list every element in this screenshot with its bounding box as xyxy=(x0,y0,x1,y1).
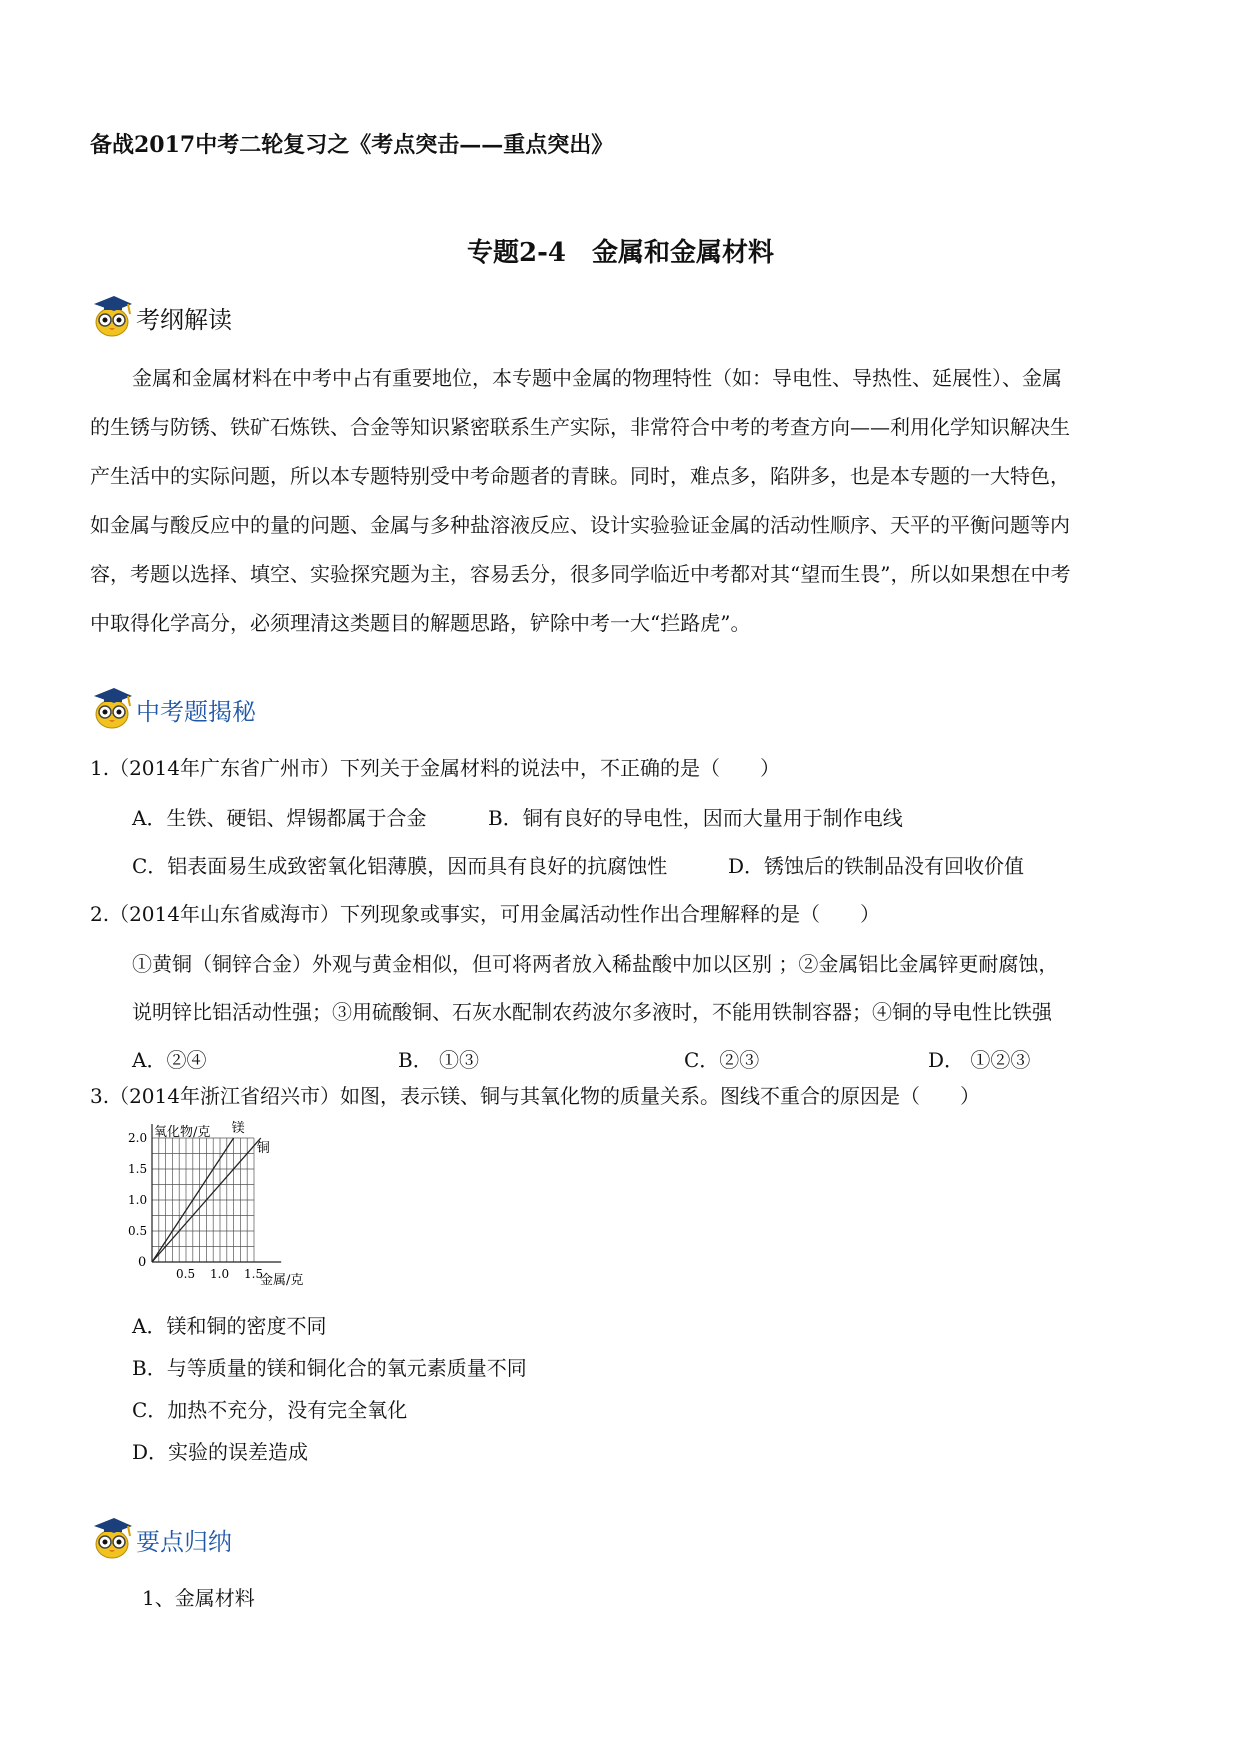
q3-option-d: D．实验的误差造成 xyxy=(132,1440,309,1464)
chart-grid xyxy=(152,1138,254,1262)
q2-statement-line: ①黄铜（铜锌合金）外观与黄金相似，但可将两者放入稀盐酸中加以区别 ；②金属铝比金属锌更耐腐蚀， xyxy=(132,952,1059,976)
mass-relation-chart xyxy=(128,1118,328,1300)
scholar-owl-icon xyxy=(90,290,134,338)
section-summary-title: 要点归纳 xyxy=(136,1528,232,1556)
y-tick-label: 2.0 xyxy=(128,1131,148,1145)
q3-stem: 3.（2014年浙江省绍兴市）如图，表示镁、铜与其氧化物的质量关系。图线不重合的原因是（ ） xyxy=(90,1084,980,1108)
outline-line: 容，考题以选择、填空、实验探究题为主，容易丢分，很多同学临近中考都对其“望而生畏”，所以如果想在中考 xyxy=(90,562,1071,586)
q2-stem: 2.（2014年山东省威海市）下列现象或事实，可用金属活动性作出合理解释的是（ ） xyxy=(90,902,880,926)
x-tick-label: 1.0 xyxy=(210,1267,230,1281)
q3-option-a: A．镁和铜的密度不同 xyxy=(132,1314,327,1338)
q2-option-d: D． ①②③ xyxy=(928,1048,1031,1072)
y-tick-label: 0.5 xyxy=(128,1224,148,1238)
x-tick-label: 0.5 xyxy=(176,1267,196,1281)
section-outline-title: 考纲解读 xyxy=(136,306,232,334)
q1-option-b: B．铜有良好的导电性，因而大量用于制作电线 xyxy=(488,806,903,830)
page-title: 专题2-4 金属和金属材料 xyxy=(467,238,774,268)
summary-item: 1、金属材料 xyxy=(142,1586,255,1610)
series-label-magnesium: 镁 xyxy=(231,1121,245,1136)
q2-option-c: C．②③ xyxy=(684,1048,760,1072)
outline-line: 金属和金属材料在中考中占有重要地位，本专题中金属的物理特性（如：导电性、导热性、延展性）、金属 xyxy=(132,366,1062,390)
q3-option-b: B．与等质量的镁和铜化合的氧元素质量不同 xyxy=(132,1356,527,1380)
q1-option-d: D．锈蚀后的铁制品没有回收价值 xyxy=(728,854,1025,878)
q2-option-a: A．②④ xyxy=(132,1048,207,1072)
outline-line: 中取得化学高分，必须理清这类题目的解题思路，铲除中考一大“拦路虎”。 xyxy=(90,611,751,635)
scholar-owl-icon xyxy=(90,1512,134,1560)
outline-line: 的生锈与防锈、铁矿石炼铁、合金等知识紧密联系生产实际，非常符合中考的考查方向——利用化学知识解决生 xyxy=(90,415,1070,439)
q2-statement-line: 说明锌比铝活动性强；③用硫酸铜、石灰水配制农药波尔多液时，不能用铁制容器；④铜的导电性比铁强 xyxy=(132,1000,1052,1024)
outline-line: 如金属与酸反应中的量的问题、金属与多种盐溶液反应、设计实验验证金属的活动性顺序、天平的平衡问题等内 xyxy=(90,513,1070,537)
q1-option-c: C．铝表面易生成致密氧化铝薄膜，因而具有良好的抗腐蚀性 xyxy=(132,854,668,878)
x-tick-label: 1.5 xyxy=(244,1267,264,1281)
series-label-copper: 铜 xyxy=(256,1141,270,1156)
y-axis-label: 氧化物/克 xyxy=(154,1125,211,1140)
document-header: 备战2017中考二轮复习之《考点突击——重点突出》 xyxy=(90,132,614,158)
outline-line: 产生活中的实际问题，所以本专题特别受中考命题者的青睐。同时，难点多，陷阱多，也是本专题的一大特色， xyxy=(90,464,1070,488)
origin-label: 0 xyxy=(138,1255,147,1270)
y-tick-label: 1.5 xyxy=(128,1162,148,1176)
q1-stem: 1.（2014年广东省广州市）下列关于金属材料的说法中，不正确的是（ ） xyxy=(90,756,780,780)
outline-paragraph xyxy=(90,354,1160,648)
x-axis-label: 金属/克 xyxy=(260,1273,304,1288)
section-exam-title: 中考题揭秘 xyxy=(136,698,256,726)
q3-option-c: C．加热不充分，没有完全氧化 xyxy=(132,1398,408,1422)
q2-option-b: B． ①③ xyxy=(398,1048,480,1072)
y-tick-label: 1.0 xyxy=(128,1193,148,1207)
scholar-owl-icon xyxy=(90,682,134,730)
q1-option-a: A．生铁、硬铝、焊锡都属于合金 xyxy=(132,806,427,830)
